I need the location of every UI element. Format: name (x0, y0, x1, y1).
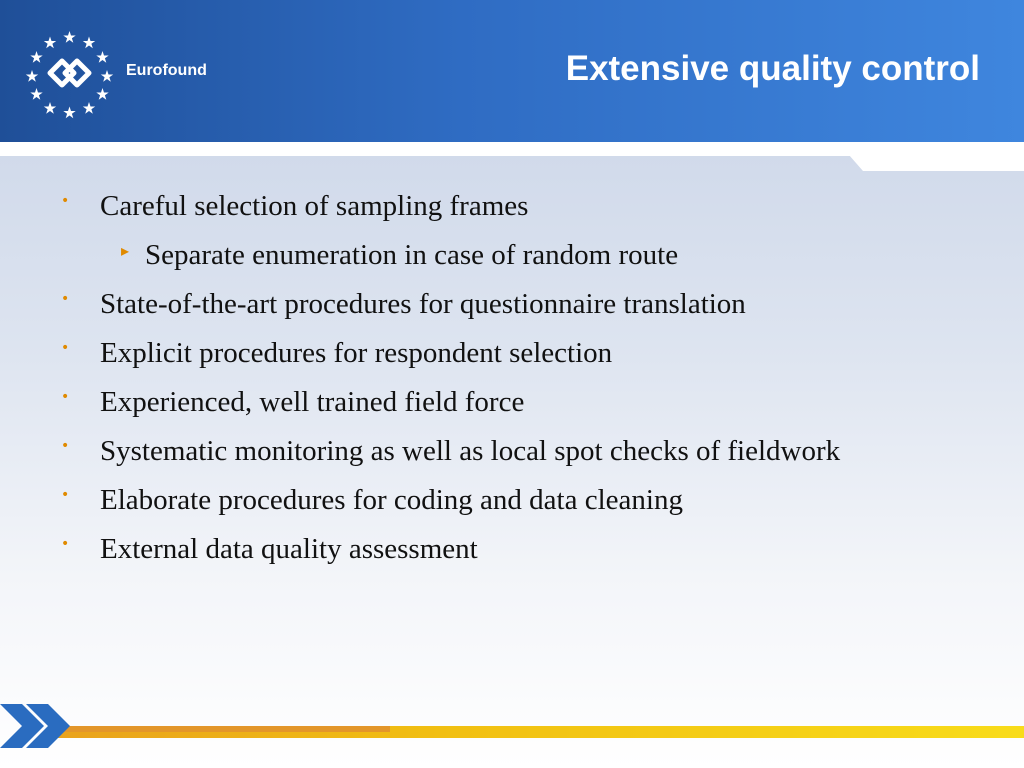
bullet-item (0, 435, 1024, 484)
bullet-dot-icon: • (61, 438, 70, 454)
bullet-text: Elaborate procedures for coding and data cleaning (100, 484, 683, 516)
header-divider-tab (849, 155, 1024, 171)
bullet-dot-icon: • (61, 487, 70, 503)
sub-bullet-text: Separate enumeration in case of random route (145, 239, 679, 271)
arrow-right-icon (0, 700, 72, 752)
bullet-item (0, 337, 1024, 386)
bullet-dot-icon: • (61, 193, 70, 209)
bullet-item (0, 533, 1024, 582)
bullet-list (0, 190, 1024, 582)
bullet-dot-icon: • (61, 291, 70, 307)
bullet-item (0, 386, 1024, 435)
logo-text: Eurofound (126, 62, 207, 79)
eurofound-logo-icon (22, 27, 117, 122)
bullet-text: External data quality assessment (100, 533, 478, 565)
bullet-text: Careful selection of sampling frames (100, 190, 529, 222)
bullet-text: Explicit procedures for respondent selection (100, 337, 613, 369)
bullet-item (0, 288, 1024, 337)
bullet-text: Systematic monitoring as well as local spot checks of fieldwork (100, 435, 841, 467)
sub-bullet-item (0, 239, 1024, 288)
triangle-right-icon: ▸ (121, 241, 130, 260)
bullet-dot-icon: • (61, 389, 70, 405)
bullet-item (0, 190, 1024, 239)
footer-line-accent (50, 726, 390, 732)
bullet-text: Experienced, well trained field force (100, 386, 525, 418)
header-divider (0, 142, 1024, 156)
bullet-item (0, 484, 1024, 533)
bullet-text: State-of-the-art procedures for questionnaire translation (100, 288, 746, 320)
bullet-dot-icon: • (61, 536, 70, 552)
slide-title: Extensive quality control (565, 49, 980, 88)
bullet-dot-icon: • (61, 340, 70, 356)
